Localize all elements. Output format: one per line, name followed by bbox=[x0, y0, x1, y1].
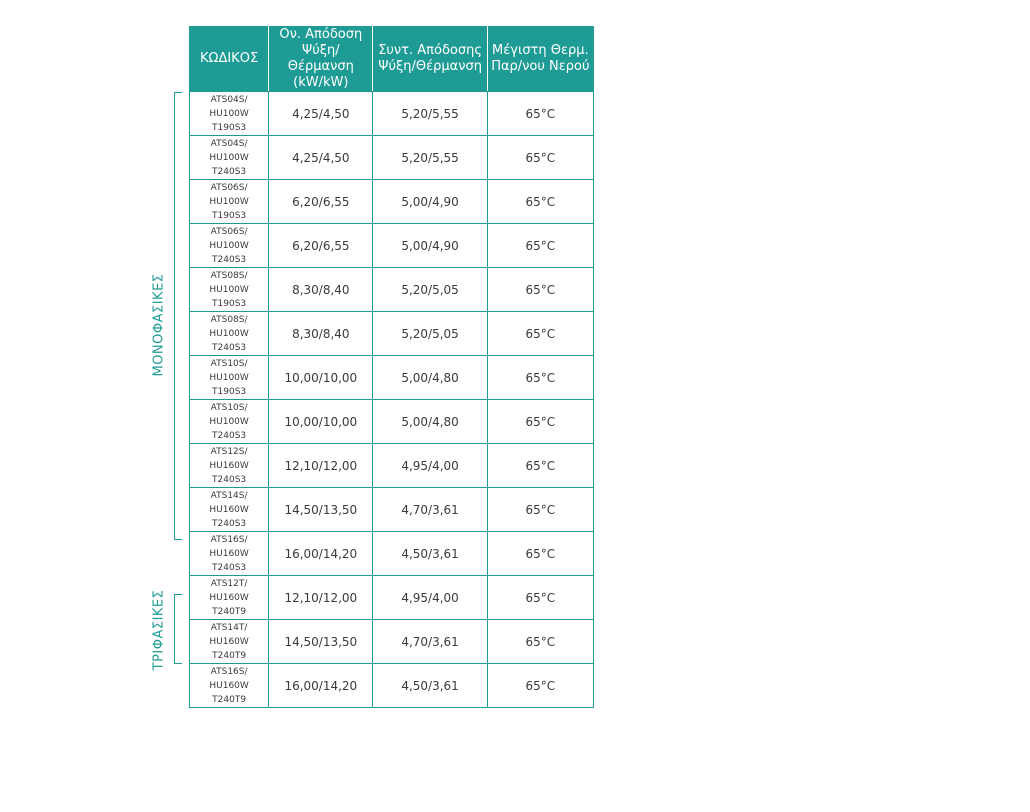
cell-nominal: 16,00/14,20 bbox=[269, 532, 373, 576]
header-code bbox=[190, 27, 269, 92]
cell-nominal: 8,30/8,40 bbox=[269, 312, 373, 356]
header-max-water-temp bbox=[487, 27, 593, 92]
cell-code bbox=[190, 488, 269, 532]
code-line: HU160W bbox=[209, 548, 249, 559]
cell-nominal: 14,50/13,50 bbox=[269, 620, 373, 664]
code-line: HU100W bbox=[209, 284, 249, 295]
code-line: ATS14T/ bbox=[210, 622, 248, 633]
table-row bbox=[190, 312, 594, 356]
table-row bbox=[190, 224, 594, 268]
cell-max-temp: 65°C bbox=[487, 620, 593, 664]
cell-code bbox=[190, 356, 269, 400]
code-line: ATS16S/ bbox=[210, 666, 248, 677]
code-line: T240S3 bbox=[212, 166, 247, 177]
cell-code bbox=[190, 576, 269, 620]
table-row bbox=[190, 664, 594, 708]
heat-pump-spec-table bbox=[189, 26, 594, 708]
cell-coef: 5,20/5,55 bbox=[373, 92, 487, 136]
code-line: HU100W bbox=[209, 372, 249, 383]
table-row bbox=[190, 180, 594, 224]
header-max-line2: Παρ/νου Νερού bbox=[491, 59, 590, 74]
header-efficiency-coef bbox=[373, 27, 487, 92]
code-line: ATS06S/ bbox=[210, 226, 248, 237]
header-nominal-output bbox=[269, 27, 373, 92]
cell-nominal: 12,10/12,00 bbox=[269, 576, 373, 620]
table-row bbox=[190, 92, 594, 136]
cell-code bbox=[190, 312, 269, 356]
cell-coef: 4,70/3,61 bbox=[373, 620, 487, 664]
cell-coef: 5,00/4,80 bbox=[373, 356, 487, 400]
code-line: T240S3 bbox=[212, 254, 247, 265]
code-line: HU160W bbox=[209, 460, 249, 471]
code-line: T240S3 bbox=[212, 342, 247, 353]
code-line: ATS16S/ bbox=[210, 534, 248, 545]
code-line: T190S3 bbox=[212, 298, 247, 309]
cell-coef: 5,20/5,05 bbox=[373, 312, 487, 356]
cell-max-temp: 65°C bbox=[487, 312, 593, 356]
cell-code bbox=[190, 268, 269, 312]
cell-code bbox=[190, 620, 269, 664]
cell-max-temp: 65°C bbox=[487, 444, 593, 488]
code-line: T240T9 bbox=[212, 650, 247, 661]
cell-code bbox=[190, 664, 269, 708]
code-line: ATS10S/ bbox=[210, 402, 248, 413]
cell-max-temp: 65°C bbox=[487, 180, 593, 224]
table-row bbox=[190, 136, 594, 180]
cell-max-temp: 65°C bbox=[487, 532, 593, 576]
table-row bbox=[190, 576, 594, 620]
cell-max-temp: 65°C bbox=[487, 488, 593, 532]
cell-max-temp: 65°C bbox=[487, 268, 593, 312]
code-line: ATS04S/ bbox=[210, 138, 248, 149]
cell-nominal: 10,00/10,00 bbox=[269, 356, 373, 400]
cell-max-temp: 65°C bbox=[487, 400, 593, 444]
cell-nominal: 10,00/10,00 bbox=[269, 400, 373, 444]
table-row bbox=[190, 488, 594, 532]
cell-nominal: 4,25/4,50 bbox=[269, 136, 373, 180]
code-line: ATS12S/ bbox=[210, 446, 248, 457]
code-line: HU100W bbox=[209, 196, 249, 207]
code-line: HU100W bbox=[209, 240, 249, 251]
table-row bbox=[190, 444, 594, 488]
cell-coef: 5,00/4,80 bbox=[373, 400, 487, 444]
code-line: T240T9 bbox=[212, 606, 247, 617]
cell-nominal: 14,50/13,50 bbox=[269, 488, 373, 532]
code-line: T240S3 bbox=[212, 562, 247, 573]
table-row bbox=[190, 268, 594, 312]
table-header-row bbox=[190, 27, 594, 92]
single-phase-label: ΜΟΝΟΦΑΣΙΚΕΣ bbox=[151, 273, 167, 377]
code-line: ATS06S/ bbox=[210, 182, 248, 193]
cell-max-temp: 65°C bbox=[487, 576, 593, 620]
code-line: HU160W bbox=[209, 504, 249, 515]
code-line: T240S3 bbox=[212, 430, 247, 441]
code-line: HU100W bbox=[209, 152, 249, 163]
cell-max-temp: 65°C bbox=[487, 92, 593, 136]
cell-max-temp: 65°C bbox=[487, 136, 593, 180]
header-nominal-line1: Ον. Απόδοση bbox=[279, 27, 363, 42]
header-code-label: ΚΩΔΙΚΟΣ bbox=[200, 51, 259, 66]
cell-max-temp: 65°C bbox=[487, 224, 593, 268]
three-phase-label: ΤΡΙΦΑΣΙΚΕΣ bbox=[151, 589, 167, 671]
code-line: ATS14S/ bbox=[210, 490, 248, 501]
code-line: HU160W bbox=[209, 680, 249, 691]
code-line: HU160W bbox=[209, 636, 249, 647]
cell-coef: 4,95/4,00 bbox=[373, 444, 487, 488]
cell-code bbox=[190, 532, 269, 576]
cell-coef: 5,00/4,90 bbox=[373, 180, 487, 224]
cell-nominal: 6,20/6,55 bbox=[269, 224, 373, 268]
cell-nominal: 4,25/4,50 bbox=[269, 92, 373, 136]
cell-nominal: 6,20/6,55 bbox=[269, 180, 373, 224]
cell-coef: 5,00/4,90 bbox=[373, 224, 487, 268]
header-max-line1: Μέγιστη Θερμ. bbox=[492, 43, 589, 58]
code-line: ATS04S/ bbox=[210, 94, 248, 105]
cell-code bbox=[190, 444, 269, 488]
code-line: HU100W bbox=[209, 328, 249, 339]
code-line: HU100W bbox=[209, 108, 249, 119]
cell-coef: 4,50/3,61 bbox=[373, 532, 487, 576]
cell-code bbox=[190, 400, 269, 444]
cell-nominal: 8,30/8,40 bbox=[269, 268, 373, 312]
code-line: ATS10S/ bbox=[210, 358, 248, 369]
code-line: ATS12T/ bbox=[210, 578, 248, 589]
code-line: T240T9 bbox=[212, 694, 247, 705]
cell-nominal: 12,10/12,00 bbox=[269, 444, 373, 488]
table-row bbox=[190, 356, 594, 400]
table-row bbox=[190, 532, 594, 576]
code-line: ATS08S/ bbox=[210, 314, 248, 325]
cell-coef: 5,20/5,55 bbox=[373, 136, 487, 180]
code-line: T240S3 bbox=[212, 474, 247, 485]
code-line: T240S3 bbox=[212, 518, 247, 529]
cell-coef: 5,20/5,05 bbox=[373, 268, 487, 312]
cell-code bbox=[190, 180, 269, 224]
cell-coef: 4,70/3,61 bbox=[373, 488, 487, 532]
table-row bbox=[190, 400, 594, 444]
header-nominal-line2: Ψύξη/Θέρμανση bbox=[287, 43, 354, 74]
cell-coef: 4,50/3,61 bbox=[373, 664, 487, 708]
cell-code bbox=[190, 92, 269, 136]
cell-coef: 4,95/4,00 bbox=[373, 576, 487, 620]
cell-code bbox=[190, 136, 269, 180]
code-line: ATS08S/ bbox=[210, 270, 248, 281]
header-nominal-line3: (kW/kW) bbox=[293, 75, 349, 90]
code-line: T190S3 bbox=[212, 210, 247, 221]
cell-max-temp: 65°C bbox=[487, 664, 593, 708]
code-line: HU100W bbox=[209, 416, 249, 427]
cell-nominal: 16,00/14,20 bbox=[269, 664, 373, 708]
code-line: T190S3 bbox=[212, 386, 247, 397]
header-coef-line1: Συντ. Απόδοσης bbox=[378, 43, 482, 58]
header-coef-line2: Ψύξη/Θέρμανση bbox=[378, 59, 482, 74]
cell-code bbox=[190, 224, 269, 268]
code-line: HU160W bbox=[209, 592, 249, 603]
table-row bbox=[190, 620, 594, 664]
single-phase-bracket bbox=[174, 92, 182, 540]
cell-max-temp: 65°C bbox=[487, 356, 593, 400]
three-phase-bracket bbox=[174, 594, 182, 664]
code-line: T190S3 bbox=[212, 122, 247, 133]
